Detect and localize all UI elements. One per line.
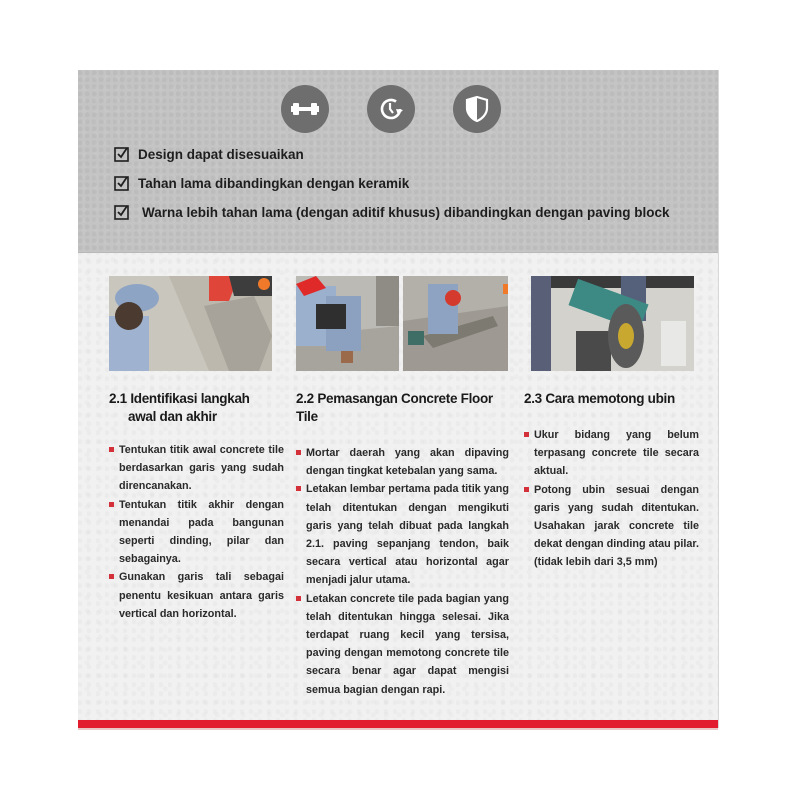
checkbox-checked-icon xyxy=(114,146,130,162)
step-2-3 xyxy=(524,390,699,572)
step-title: 2.3 Cara memotong ubin xyxy=(524,391,675,406)
feature-item xyxy=(114,175,670,191)
step-2-2 xyxy=(296,390,509,699)
shield-icon xyxy=(453,85,501,133)
bullet-item: Letakan lembar pertama pada titik yang telah ditentukan dengan mengikuti garis yang telah dibuat pada langkah 2.1. paving sepanjang tendon, baik secara vertical atau horizontal agar menjadi jalur utama. xyxy=(296,480,509,589)
benefit-icons xyxy=(78,85,718,133)
photo-tile-cutting xyxy=(531,276,694,371)
feature-list xyxy=(114,146,670,233)
benefits-panel xyxy=(78,70,718,253)
step-bullets xyxy=(109,441,284,623)
photo-identify-start-end xyxy=(109,276,272,371)
bullet-item: Mortar daerah yang akan dipaving dengan tingkat ketebalan yang sama. xyxy=(296,444,509,480)
feature-item xyxy=(114,146,670,162)
feature-label: Tahan lama dibandingkan dengan keramik xyxy=(138,175,410,191)
bullet-item: Letakan concrete tile pada bagian yang telah ditentukan hingga selesai. Jika terdapat ruang kecil yang tersisa, paving dengan memotong concrete tile secara benar agar dapat mengisi semua bagian dengan rapi. xyxy=(296,590,509,699)
feature-label: Warna lebih tahan lama (dengan aditif khusus) dibandingkan dengan paving block xyxy=(142,204,670,220)
bullet-item: Potong ubin sesuai dengan garis yang sudah ditentukan. Usahakan jarak concrete tile dekat dengan dinding atau pilar. (tidak lebih dari 3,5 mm) xyxy=(524,481,699,572)
dumbbell-icon xyxy=(281,85,329,133)
photo-laying-tile xyxy=(296,276,399,371)
step-photos xyxy=(78,276,718,371)
step-title: 2.1 Identifikasi langkah awal dan akhir xyxy=(109,391,250,424)
clock-refresh-icon xyxy=(367,85,415,133)
bullet-item: Gunakan garis tali sebagai penentu kesikuan antara garis vertical dan horizontal. xyxy=(109,568,284,623)
bullet-item: Tentukan titik akhir dengan menandai pada bangunan seperti dinding, pilar dan sebagainya. xyxy=(109,496,284,569)
step-2-1 xyxy=(109,390,284,623)
checkbox-checked-icon xyxy=(114,204,130,220)
photo-mortar-spreading xyxy=(403,276,508,371)
footer-accent-shadow xyxy=(78,728,718,730)
step-bullets xyxy=(524,426,699,572)
step-title: 2.2 Pemasangan Concrete Floor Tile xyxy=(296,391,493,424)
bullet-item: Ukur bidang yang belum terpasang concrete tile secara aktual. xyxy=(524,426,699,481)
step-bullets xyxy=(296,444,509,699)
feature-item xyxy=(114,204,670,220)
footer-accent-bar xyxy=(78,720,718,728)
bullet-item: Tentukan titik awal concrete tile berdasarkan garis yang sudah direncanakan. xyxy=(109,441,284,496)
checkbox-checked-icon xyxy=(114,175,130,191)
feature-label: Design dapat disesuaikan xyxy=(138,146,304,162)
product-info-card xyxy=(78,70,719,728)
